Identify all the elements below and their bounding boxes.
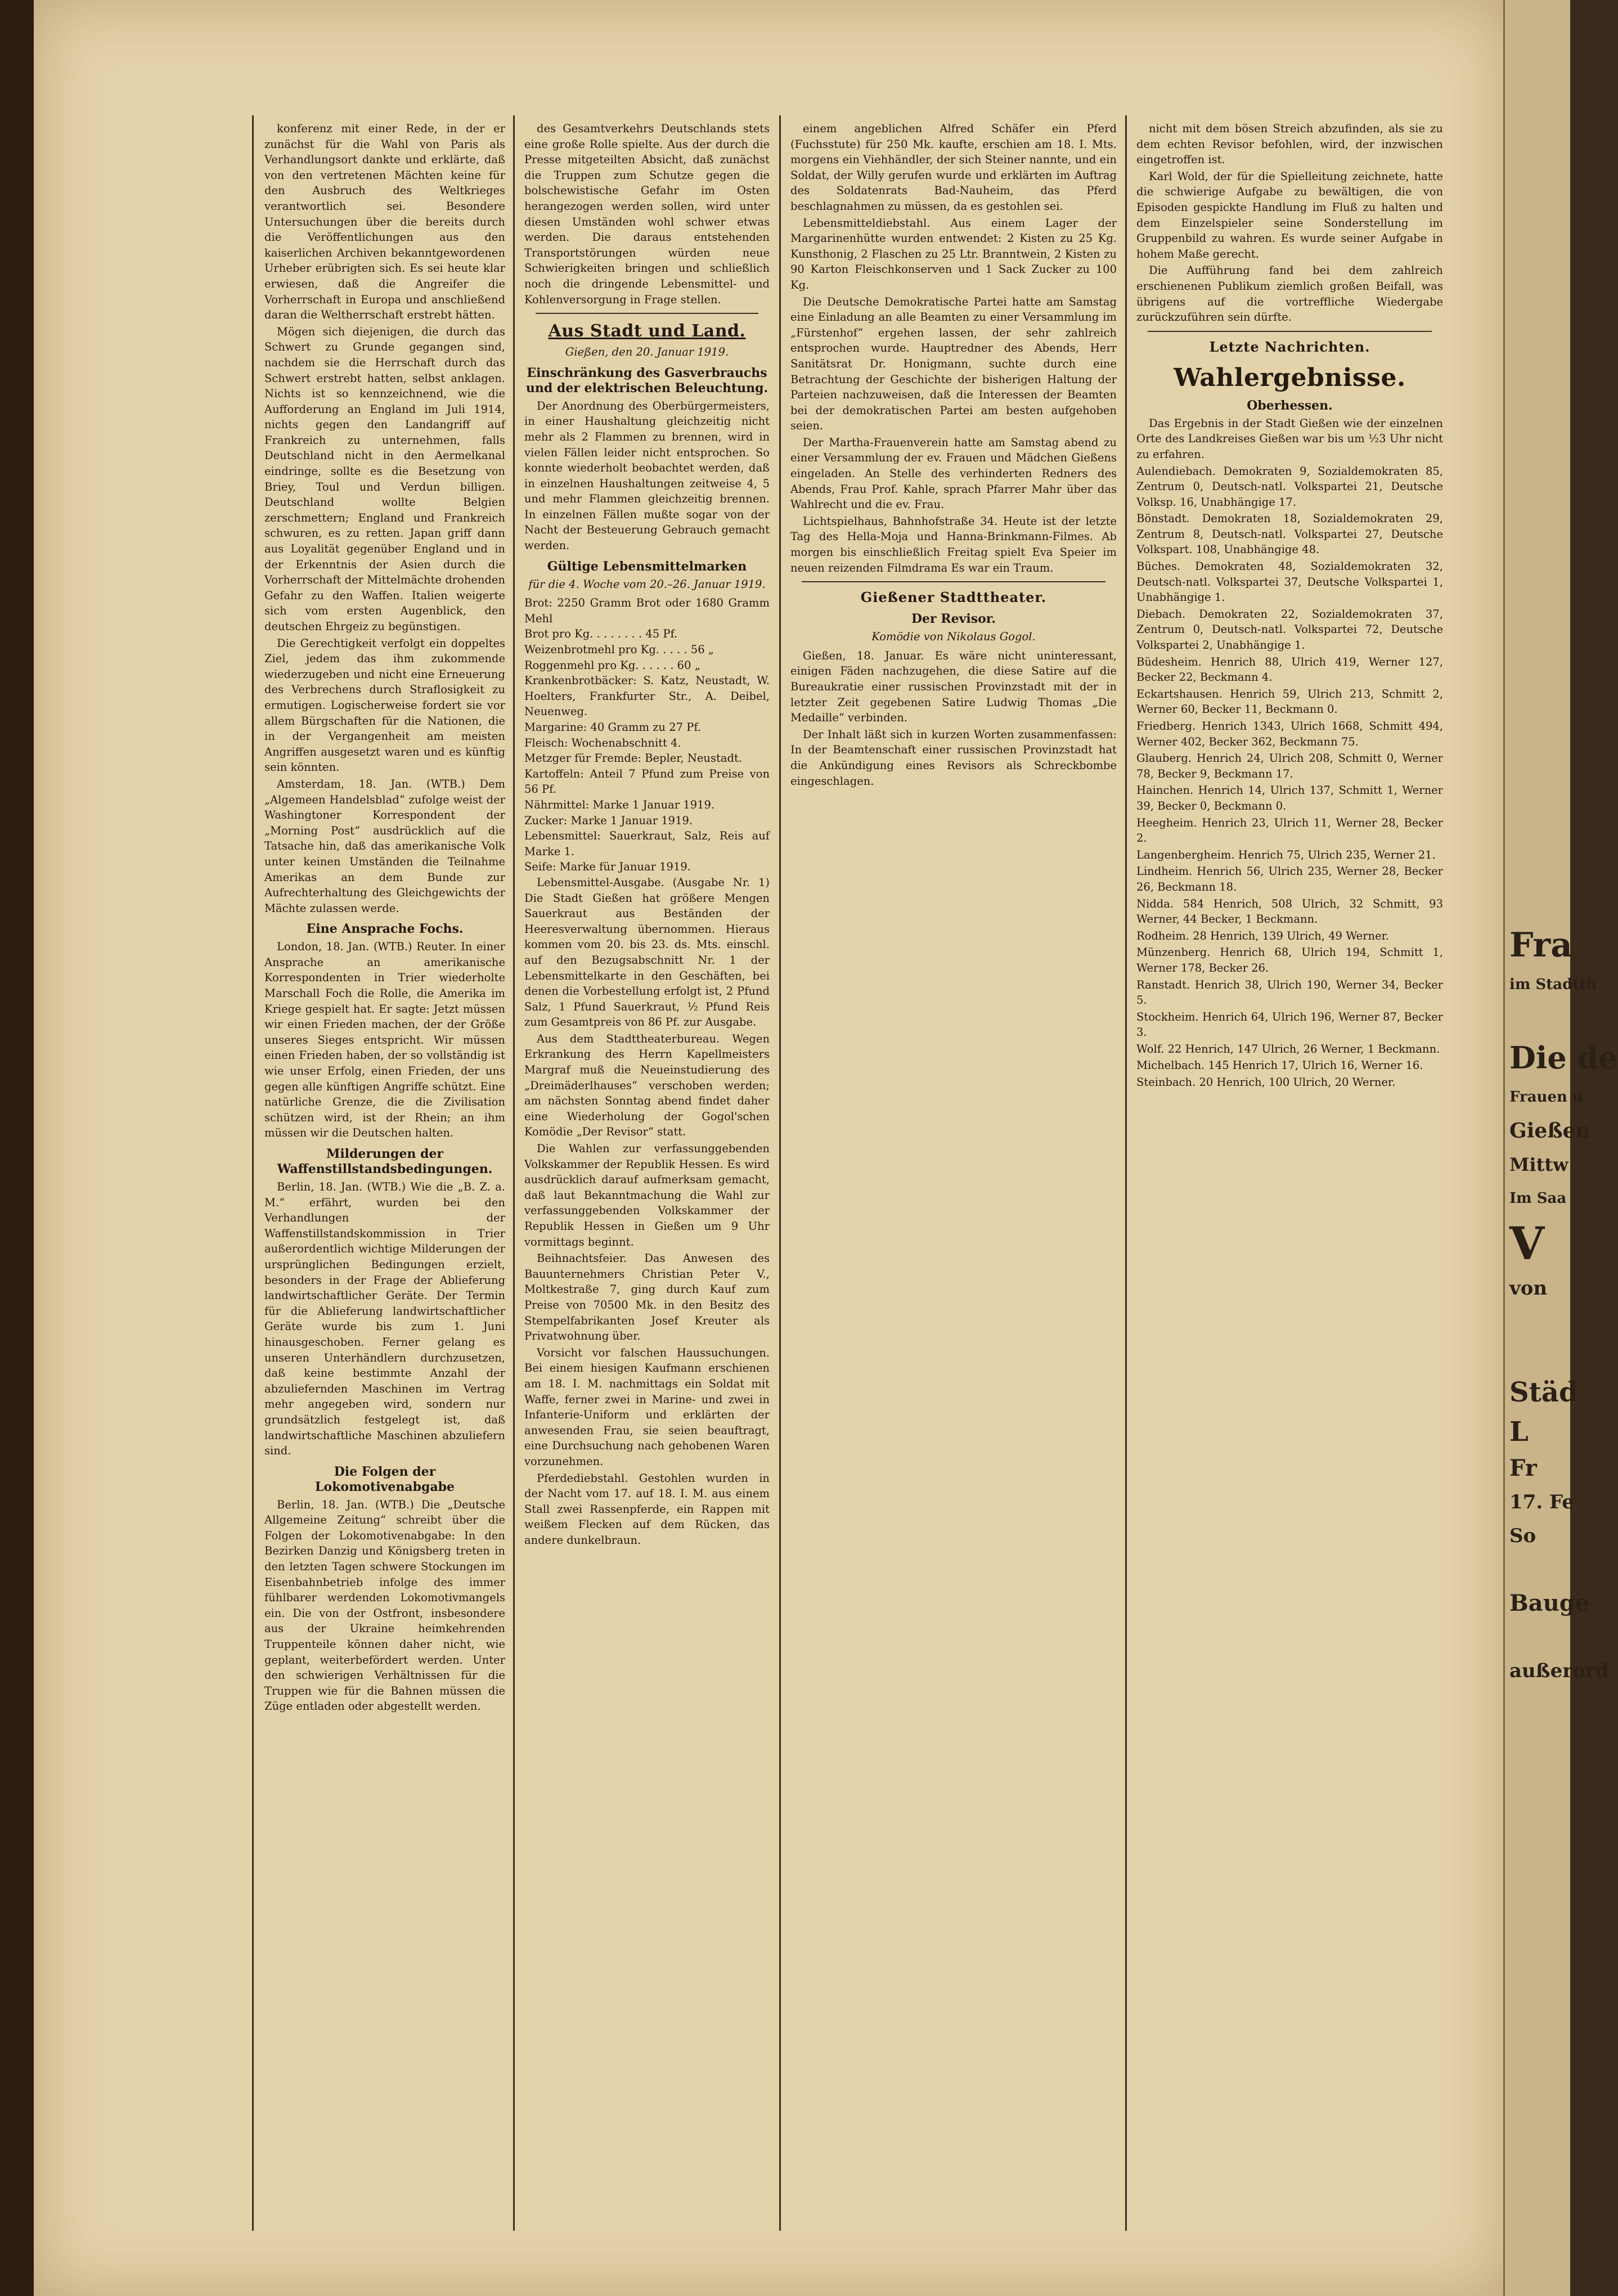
ration-item: Kartoffeln: Anteil 7 Pfund zum Preise von 56 Pf. [524,767,770,796]
region-heading: Oberhessen. [1247,398,1333,413]
section-title: Gießener Stadttheater. [860,589,1047,606]
article-heading: Eine Ansprache Fochs. [306,922,464,937]
article-paragraph: des Gesamtverkehrs Deutschlands stets eine große Rolle spielte. Aus der durch die Presse mitgeteilten Absicht, daß zunächst die Truppen zum Schutze gegen die bolschewistische Gefahr im Osten herangezogen werden sollen, wird unter diesen Umständen wohl schwer etwas werden. Die daraus entstehenden Transportstörungen würden neue Schwierigkeiten bringen und schließlich noch die dringende Lebensmittel- und Kohlenversorgung in Frage stellen. [524,122,770,306]
edge-fragment: Die de [1509,1040,1618,1076]
article-paragraph: Berlin, 18. Jan. (WTB.) Die „Deutsche Allgemeine Zeitung“ schreibt über die Folgen der Lokomotivenabgabe: In den Bezirken Danzig und Königsberg treten in den letzten Tagen schwere Stockungen im Eisenbahnbetrieb infolge des immer fühlbarer werdenden Lokomotivmangels ein. Die von der Ostfront, insbesondere aus der Ukraine heimkehrenden Truppenteile können daher nicht, wie geplant, weiterbefördert werden. Unter den schwierigen Verhältnissen für die Truppen wie für die Bahnen müssen die Züge entladen oder abgestellt werden. [264,1498,505,1713]
edge-fragment: Mittw [1509,1154,1568,1175]
binding-shadow [0,0,34,2296]
article-paragraph: London, 18. Jan. (WTB.) Reuter. In einer Ansprache an amerikanische Korrespondenten in Trier wiederholte Marschall Foch die Rolle, die Amerika im Kriege gespielt hat. Er sagte: Jetzt müssen wir einen Frieden machen, der der Größe unseres Sieges entspricht. Wir müssen einen Frieden haben, der so vollständig ist wie unser Erfolg, einen Frieden, der uns gegen alle künftigen Angriffe schützt. Eine natürliche Grenze, die die Zivilisation schützen wird, ist der Rhein; an ihm müssen wir die Deutschen halten. [264,940,505,1140]
edge-fragment: 17. Fe [1509,1491,1574,1513]
article-paragraph: Mögen sich diejenigen, die durch das Schwert zu Grunde gegangen sind, nachdem sie die Herrschaft durch das Schwert erstrebt hatten, selbst anklagen. Nichts ist so kennzeichnend, wie die Aufforderung an England im Juli 1914, nichts gegen den Landangriff auf Frankreich zu unternehmen, falls Deutschland nicht in den Aermelkanal eindringe, sollte es die Besetzung von Briey, Toul und Verdun billigen. Deutschland wollte Belgien zerschmettern; England und Frankreich schwuren, es zu retten. Japan griff dann aus Loyalität gegenüber England und in der Erkenntnis der Asien durch die Vorherrschaft der Mittelmächte drohenden Gefahr zu den Waffen. Italien weigerte sich vom ersten Augenblick, den deutschen Ehrgeiz zu begünstigen. [264,325,505,633]
edge-fragment: Frauen u [1509,1089,1583,1106]
ration-item: Krankenbrotbäcker: S. Katz, Neustadt, W. Hoelters, Frankfurter Str., A. Deibel, Neuenweg. [524,674,770,718]
column-rule [1125,115,1127,2231]
ration-item: Seife: Marke für Januar 1919. [524,860,691,874]
article-paragraph: Amsterdam, 18. Jan. (WTB.) Dem „Algemeen Handelsblad“ zufolge weist der Washingtoner Korrespondent der „Morning Post“ ausdrücklich auf die Tatsache hin, daß das amerikanische Volk unter keinen Umständen die Teilnahme Amerikas an dem Bunde zur Aufrechterhaltung des Gleichgewichts der Mächte zulassen werde. [264,777,505,915]
play-title: Der Revisor. [911,612,996,627]
article-paragraph: Vorsicht vor falschen Haussuchungen. Bei einem hiesigen Kaufmann erschienen am 18. I. M. nachmittags ein Soldat mit Waffe, ferner zwei in Marine- und zwei in Infanterie-Uniform und erklärten der anwesenden Frau, sie seien beauftragt, eine Durchsuchung nach gehobenen Waren vorzunehmen. [524,1346,770,1468]
edge-fragment: So [1509,1525,1536,1547]
article-paragraph: nicht mit dem bösen Streich abzufinden, als sie zu dem echten Revisor befohlen, wird, der inzwischen eingetroffen ist. [1136,122,1443,167]
result-line: Bönstadt. Demokraten 18, Sozialdemokraten 29, Zentrum 8, Deutsch-natl. Volkspartei 27, Deutsche Volkspart. 108, Unabhängige 48. [1136,512,1443,556]
newspaper-page [34,0,1505,2296]
ration-item: Zucker: Marke 1 Januar 1919. [524,814,693,827]
article-paragraph: Der Inhalt läßt sich in kurzen Worten zusammenfassen: In der Beamtenschaft einer russischen Provinzstadt hat die Ankündigung eines Revisors als Schreckbombe eingeschlagen. [790,727,1117,788]
article-paragraph: Pferdediebstahl. Gestohlen wurden in der Nacht vom 17. auf 18. I. M. aus einem Stall zwei Rassenpferde, ein Rappen mit weißem Flecken auf dem Rücken, das andere dunkelbraun. [524,1471,770,1547]
ration-item: Fleisch: Wochenabschnitt 4. [524,736,681,749]
ration-item: Brot: 2250 Gramm Brot oder 1680 Gramm Mehl [524,596,770,625]
article-paragraph: einem angeblichen Alfred Schäfer ein Pferd (Fuchsstute) für 250 Mk. kaufte, erschien am 18. I. Mts. morgens ein Viehhändler, der sich Steiner nannte, und ein Soldat, der Willy gerufen wurde und erklärten im Auftrag des Soldatenrats Bad-Nauheim, das Pferd beschlagnahmen zu müssen, da es gestohlen sei. [790,122,1117,213]
section-title: Letzte Nachrichten. [1209,338,1370,355]
article-paragraph: Die Aufführung fand bei dem zahlreich erschienenen Publikum ziemlich großen Beifall, was übrigens auf die vortreffliche Wiedergabe zurückzuführen sein dürfte. [1136,264,1443,324]
edge-fragment: von [1509,1277,1548,1300]
edge-fragment: im Stadtth [1509,976,1597,993]
edge-fragment: Fra [1509,925,1573,965]
column-2 [524,121,770,2225]
result-line: Stockheim. Henrich 64, Ulrich 196, Werner 87, Becker 3. [1136,1010,1443,1039]
article-paragraph: Das Ergebnis in der Stadt Gießen wie der einzelnen Orte des Landkreises Gießen war bis um ½3 Uhr nicht zu erfahren. [1136,416,1443,461]
section-divider [802,581,1105,582]
article-paragraph: Der Anordnung des Oberbürgermeisters, in einer Haushaltung gleichzeitig nicht mehr als 2 Flammen zu brennen, wird in vielen Fällen leider nicht entsprochen. So konnte wiederholt beobachtet werden, daß in einzelnen Haushaltungen zeitweise 4, 5 und mehr Flammen gleichzeitig brennen. In einzelnen Fällen mußte sogar von der Nacht der Besteuerung Gebrauch gemacht werden. [524,399,770,552]
result-line: Büches. Demokraten 48, Sozialdemokraten 32, Deutsch-natl. Volkspartei 37, Deutsche Volkspartei 1, Unabhängige 1. [1136,560,1443,604]
result-line: Wolf. 22 Henrich, 147 Ulrich, 26 Werner, 1 Beckmann. [1136,1042,1440,1055]
article-paragraph: Lebensmitteldiebstahl. Aus einem Lager der Margarinenhütte wurden entwendet: 2 Kisten zu 25 Kg. Kunsthonig, 2 Flaschen zu 25 Ltr. Branntwein, 2 Kisten zu 90 Karton Fleischkonserven und 1 Sack Zucker zu 100 Kg. [790,216,1117,291]
article-paragraph: Die Gerechtigkeit verfolgt ein doppeltes Ziel, jedem das ihm zukommende wiederzugeben und nicht eine Erneuerung des Verbrechens durch Straflosigkeit zu ermutigen. Logischerweise fordert sie vor allem Bürgschaften für die Nationen, die in der Vergangenheit am meisten Angriffen ausgesetzt waren und es künftig sein könnten. [264,636,505,774]
result-line: Heegheim. Henrich 23, Ulrich 11, Werner 28, Becker 2. [1136,816,1443,845]
article-paragraph: Gießen, 18. Januar. Es wäre nicht uninteressant, einigen Fäden nachzugehen, die diese Satire auf die Bureaukratie einer russischen Provinzstadt mit der in letzter Zeit gegebenen Satire Ludwig Thomas „Die Medaille“ verbinden. [790,649,1117,725]
ration-item: Lebensmittel: Sauerkraut, Salz, Reis auf Marke 1. [524,829,770,858]
column-rule [252,115,254,2231]
article-paragraph: Aus dem Stadttheaterbureau. Wegen Erkrankung des Herrn Kapellmeisters Margraf muß die Neueinstudierung des „Dreimäderlhauses“ verschoben werden; am nächsten Sonntag abend findet daher eine Wiederholung der Gogol'schen Komödie „Der Revisor“ statt. [524,1032,770,1139]
column-3 [790,121,1117,2225]
result-line: Friedberg. Henrich 1343, Ulrich 1668, Schmitt 494, Werner 402, Becker 362, Beckmann 75. [1136,720,1443,748]
play-subtitle: Komödie von Nikolaus Gogol. [871,630,1036,644]
edge-fragment: Bauge [1509,1590,1590,1616]
column-rule [513,115,515,2231]
result-line: Eckartshausen. Henrich 59, Ulrich 213, Schmitt 2, Werner 60, Becker 11, Beckmann 0. [1136,687,1443,716]
article-heading: Milderungen der Waffenstillstandsbedingungen. [277,1147,493,1176]
edge-fragment: Gießen [1509,1119,1590,1143]
ration-list [524,595,770,875]
section-divider [1148,331,1432,332]
article-paragraph: Die Wahlen zur verfassunggebenden Volkskammer der Republik Hessen. Es wird ausdrücklich darauf aufmerksam gemacht, daß laut Bekanntmachung die Wahl zur verfassunggebenden Volkskammer der Republik Hessen in Gießen um 9 Uhr vormittags beginnt. [524,1142,770,1248]
article-paragraph: Berlin, 18. Jan. (WTB.) Wie die „B. Z. a. M.“ erfährt, wurden bei den Verhandlungen der Waffenstillstandskommission in Trier außerordentlich wichtige Milderungen der ursprünglichen Bedingungen erzielt, besonders in der Frage der Ablieferung landwirtschaftlicher Geräte. Der Termin für die Ablieferung landwirtschaftlicher Geräte wurde bis zum 1. Juni hinausgeschoben. Ferner gelang es unseren Unterhändlern durchzusetzen, daß keine bestimmte Anzahl der abzuliefernden Maschinen im Vertrag mehr angegeben wird, sondern nur grundsätzlich festgelegt ist, daß landwirtschaftliche Maschinen abzuliefern sind. [264,1180,505,1458]
article-paragraph: Die Deutsche Demokratische Partei hatte am Samstag eine Einladung an alle Beamten zu einer Versammlung im „Fürstenhof“ ergehen lassen, der sehr zahlreich entsprochen wurde. Hauptredner des Abends, Herr Sanitätsrat Dr. Honigmann, suchte durch eine Betrachtung der Geschichte der bisherigen Haltung der Parteien nachzuweisen, daß die Interessen der Beamten bei der demokratischen Partei am besten aufgehoben seien. [790,295,1117,433]
article-subheading: für die 4. Woche vom 20.–26. Januar 1919. [528,577,766,591]
edge-fragment: außerord [1509,1660,1609,1682]
edge-fragment: L [1509,1416,1529,1448]
article-paragraph: Lichtspielhaus, Bahnhofstraße 34. Heute ist der letzte Tag des Hella-Moja und Hanna-Brinkmann-Filmes. Ab morgen bis einschließlich Freitag spielt Eva Speier im neuen reizenden Filmdrama Es war ein Traum. [790,514,1117,574]
ration-item: Nährmittel: Marke 1 Januar 1919. [524,798,715,811]
article-paragraph: Karl Wold, der für die Spielleitung zeichnete, hatte die schwierige Aufgabe zu bewältigen, die von Episoden gespickte Handlung im Fluß zu halten und dem Einzelspieler seine Sonderstellung im Gruppenbild zu wahren. Es wurde seiner Aufgabe in hohem Maße gerecht. [1136,169,1443,260]
ration-item: Roggenmehl pro Kg. . . . . . 60 „ [524,658,700,672]
result-line: Aulendiebach. Demokraten 9, Sozialdemokraten 85, Zentrum 0, Deutsch-natl. Volkspartei 21, Deutsche Volksp. 16, Unabhängige 17. [1136,464,1443,509]
ration-item: Brot pro Kg. . . . . . . . 45 Pf. [524,627,678,641]
article-heading: Die Folgen der Lokomotivenabgabe [315,1464,455,1494]
column-rule [779,115,781,2231]
section-divider [536,313,758,314]
edge-fragment: V [1509,1217,1545,1270]
article-paragraph: Beihnachtsfeier. Das Anwesen des Bauunternehmers Christian Peter V., Moltkestraße 7, ging durch Kauf zum Preise von 70500 Mk. in den Besitz des Stempelfabrikanten Josef Kreuter als Privatwohnung über. [524,1252,770,1343]
article-paragraph: konferenz mit einer Rede, in der er zunächst für die Wahl von Paris als Verhandlungsort dankte und erklärte, daß von den vertretenen Mächten keine für den Ausbruch des Weltkrieges verantwortlich sei. Besondere Untersuchungen über die bereits durch die Veröffentlichungen aus den kaiserlichen Archiven bekanntgewordenen Urheber erübrigten sich. Es sei heute klar erwiesen, daß die Angreifer die Vorherrschaft in Europa und anschließend daran die Weltherrschaft erstrebt hätten. [264,122,505,322]
ration-item: Metzger für Fremde: Bepler, Neustadt. [524,752,742,765]
adjacent-page-edge [1503,0,1618,2296]
result-line: Münzenberg. Henrich 68, Ulrich 194, Schmitt 1, Werner 178, Becker 26. [1136,946,1443,974]
result-line: Hainchen. Henrich 14, Ulrich 137, Schmitt 1, Werner 39, Becker 0, Beckmann 0. [1136,784,1443,812]
result-line: Steinbach. 20 Henrich, 100 Ulrich, 20 Werner. [1136,1076,1396,1089]
result-line: Diebach. Demokraten 22, Sozialdemokraten 37, Zentrum 0, Deutsch-natl. Volkspartei 72, Deutsche Volkspartei 2, Unabhängige 1. [1136,607,1443,652]
section-title: Aus Stadt und Land. [548,321,746,342]
edge-fragment: Fr [1509,1455,1537,1481]
article-heading: Einschränkung des Gasverbrauchs und der elektrischen Beleuchtung. [525,365,768,396]
result-line: Ranstadt. Henrich 38, Ulrich 190, Werner 34, Becker 5. [1136,978,1443,1007]
election-heading: Wahlergebnisse. [1174,363,1406,392]
ration-item: Margarine: 40 Gramm zu 27 Pf. [524,721,702,734]
edge-fragment: Städ [1509,1377,1578,1408]
edge-fragment: Im Saa [1509,1190,1567,1207]
result-line: Lindheim. Henrich 56, Ulrich 235, Werner 28, Becker 26, Beckmann 18. [1136,865,1443,893]
article-paragraph: Lebensmittel-Ausgabe. (Ausgabe Nr. 1) Die Stadt Gießen hat größere Mengen Sauerkraut aus Beständen der Heeresverwaltung übernommen. Hieraus kommen vom 20. bis 23. ds. Mts. einschl. auf den Bezugsabschnitt Nr. 1 der Lebensmittelkarte in den Geschäften, bei denen die Vorbestellung erfolgt ist, 2 Pfund Salz, 1 Pfund Sauerkraut, ½ Pfund Reis zum Gesamtpreis von 86 Pf. zur Ausgabe. [524,875,770,1029]
dateline: Gießen, den 20. Januar 1919. [565,345,729,359]
article-heading: Gültige Lebensmittelmarken [547,559,747,574]
ration-item: Weizenbrotmehl pro Kg. . . . . 56 „ [524,643,714,657]
column-1 [264,121,505,2225]
result-line: Michelbach. 145 Henrich 17, Ulrich 16, Werner 16. [1136,1059,1423,1072]
result-line: Nidda. 584 Henrich, 508 Ulrich, 32 Schmitt, 93 Werner, 44 Becker, 1 Beckmann. [1136,897,1443,926]
result-line: Büdesheim. Henrich 88, Ulrich 419, Werner 127, Becker 22, Beckmann 4. [1136,655,1443,684]
result-line: Langenbergheim. Henrich 75, Ulrich 235, Werner 21. [1136,848,1436,861]
result-line: Glauberg. Henrich 24, Ulrich 208, Schmitt 0, Werner 78, Becker 9, Beckmann 17. [1136,752,1443,780]
column-4 [1136,121,1443,2225]
article-paragraph: Der Martha-Frauenverein hatte am Samstag abend zu einer Versammlung der ev. Frauen und Mädchen Gießens eingeladen. An Stelle des verhinderten Redners des Abends, Frau Prof. Kahle, sprach Pfarrer Mahr über das Wahlrecht und die ev. Frau. [790,435,1117,511]
result-line: Rodheim. 28 Henrich, 139 Ulrich, 49 Werner. [1136,929,1390,942]
